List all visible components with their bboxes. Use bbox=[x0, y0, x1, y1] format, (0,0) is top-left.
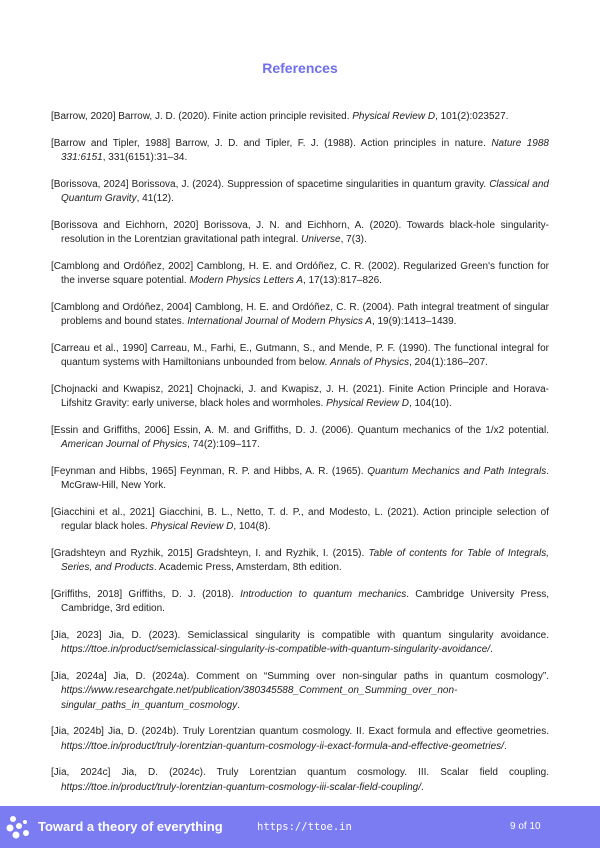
reference-item: [Feynman and Hibbs, 1965] Feynman, R. P. and Hibbs, A. R. (1965). Quantum Mechanics and Path Integrals. McGraw-Hill, New York. bbox=[51, 465, 549, 491]
reference-item: [Jia, 2023] Jia, D. (2023). Semiclassical singularity is compatible with quantum singularity avoidance. https://ttoe.in/product/semiclassical-singularity-is-compatible-with-quantum-singularity-avoidance/. bbox=[51, 629, 549, 655]
reference-item: [Giacchini et al., 2021] Giacchini, B. L., Netto, T. d. P., and Modesto, L. (2021). Action principle selection of regular black holes. Physical Review D, 104(8). bbox=[51, 506, 549, 532]
reference-item: [Chojnacki and Kwapisz, 2021] Chojnacki, J. and Kwapisz, J. H. (2021). Finite Action Principle and Horava-Lifshitz Gravity: early universe, black holes and wormholes. Physical Review D, 104(10). bbox=[51, 383, 550, 409]
reference-item: [Camblong and Ordóñez, 2002] Camblong, H. E. and Ordóñez, C. R. (2002). Regularized Green's function for the inverse square potential. Modern Physics Letters A, 17(13):817–826. bbox=[51, 260, 549, 286]
reference-item: [Essin and Griffiths, 2006] Essin, A. M. and Griffiths, D. J. (2006). Quantum mechanics of the 1/x2 potential. American Journal of Physics, 74(2):109–117. bbox=[51, 424, 549, 450]
references-heading: References bbox=[262, 60, 338, 76]
reference-item: [Carreau et al., 1990] Carreau, M., Farhi, E., Gutmann, S., and Mende, P. F. (1990). The functional integral for quantum systems with Hamiltonians unbounded from below. Annals of Physics, 204(1):186–207. bbox=[51, 342, 549, 368]
footer-url[interactable]: https://ttoe.in bbox=[257, 821, 352, 833]
reference-item: [Barrow and Tipler, 1988] Barrow, J. D. and Tipler, F. J. (1988). Action principles in nature. Nature 1988 331:6151, 331(6151):31–34. bbox=[51, 137, 549, 163]
reference-item: [Borissova and Eichhorn, 2020] Borissova, J. N. and Eichhorn, A. (2020). Towards black-hole singularity-resolution in the Lorentzian gravitational path integral. Universe, 7(3). bbox=[51, 219, 549, 245]
reference-list bbox=[51, 110, 549, 807]
reference-item: [Barrow, 2020] Barrow, J. D. (2020). Finite action principle revisited. Physical Review D, 101(2):023527. bbox=[51, 111, 509, 122]
page-number: 9 of 10 bbox=[510, 821, 541, 832]
reference-item: [Griffiths, 2018] Griffiths, D. J. (2018). Introduction to quantum mechanics. Cambridge University Press, Cambridge, 3rd edition. bbox=[51, 588, 549, 614]
reference-item: [Jia, 2024b] Jia, D. (2024b). Truly Lorentzian quantum cosmology. II. Exact formula and effective geometries. https://ttoe.in/product/truly-lorentzian-quantum-cosmology-ii-exact-formula-and-effective-geometries/. bbox=[51, 726, 549, 752]
dots-logo-icon bbox=[6, 814, 32, 840]
reference-item: [Borissova, 2024] Borissova, J. (2024). Suppression of spacetime singularities in quantum gravity. Classical and Quantum Gravity, 41(12). bbox=[51, 178, 549, 204]
reference-item: [Jia, 2024c] Jia, D. (2024c). Truly Lorentzian quantum cosmology. III. Scalar field coupling. https://ttoe.in/product/truly-lorentzian-quantum-cosmology-iii-scalar-field-coupling/. bbox=[51, 767, 549, 793]
reference-item: [Gradshteyn and Ryzhik, 2015] Gradshteyn, I. and Ryzhik, I. (2015). Table of contents for Table of Integrals, Series, and Products. Academic Press, Amsterdam, 8th edition. bbox=[51, 547, 549, 573]
reference-item: [Jia, 2024a] Jia, D. (2024a). Comment on “Summing over non-singular paths in quantum cosmology”. https://www.researchgate.net/publication/380345588_Comment_on_Summing_over_non-singular_paths_in_quantum_cosmology. bbox=[51, 670, 549, 711]
footer-title: Toward a theory of everything bbox=[38, 819, 223, 834]
page-footer bbox=[0, 806, 600, 848]
reference-item: [Camblong and Ordóñez, 2004] Camblong, H. E. and Ordóñez, C. R. (2004). Path integral treatment of singular problems and bound states. International Journal of Modern Physics A, 19(9):1413–1439. bbox=[51, 301, 549, 327]
